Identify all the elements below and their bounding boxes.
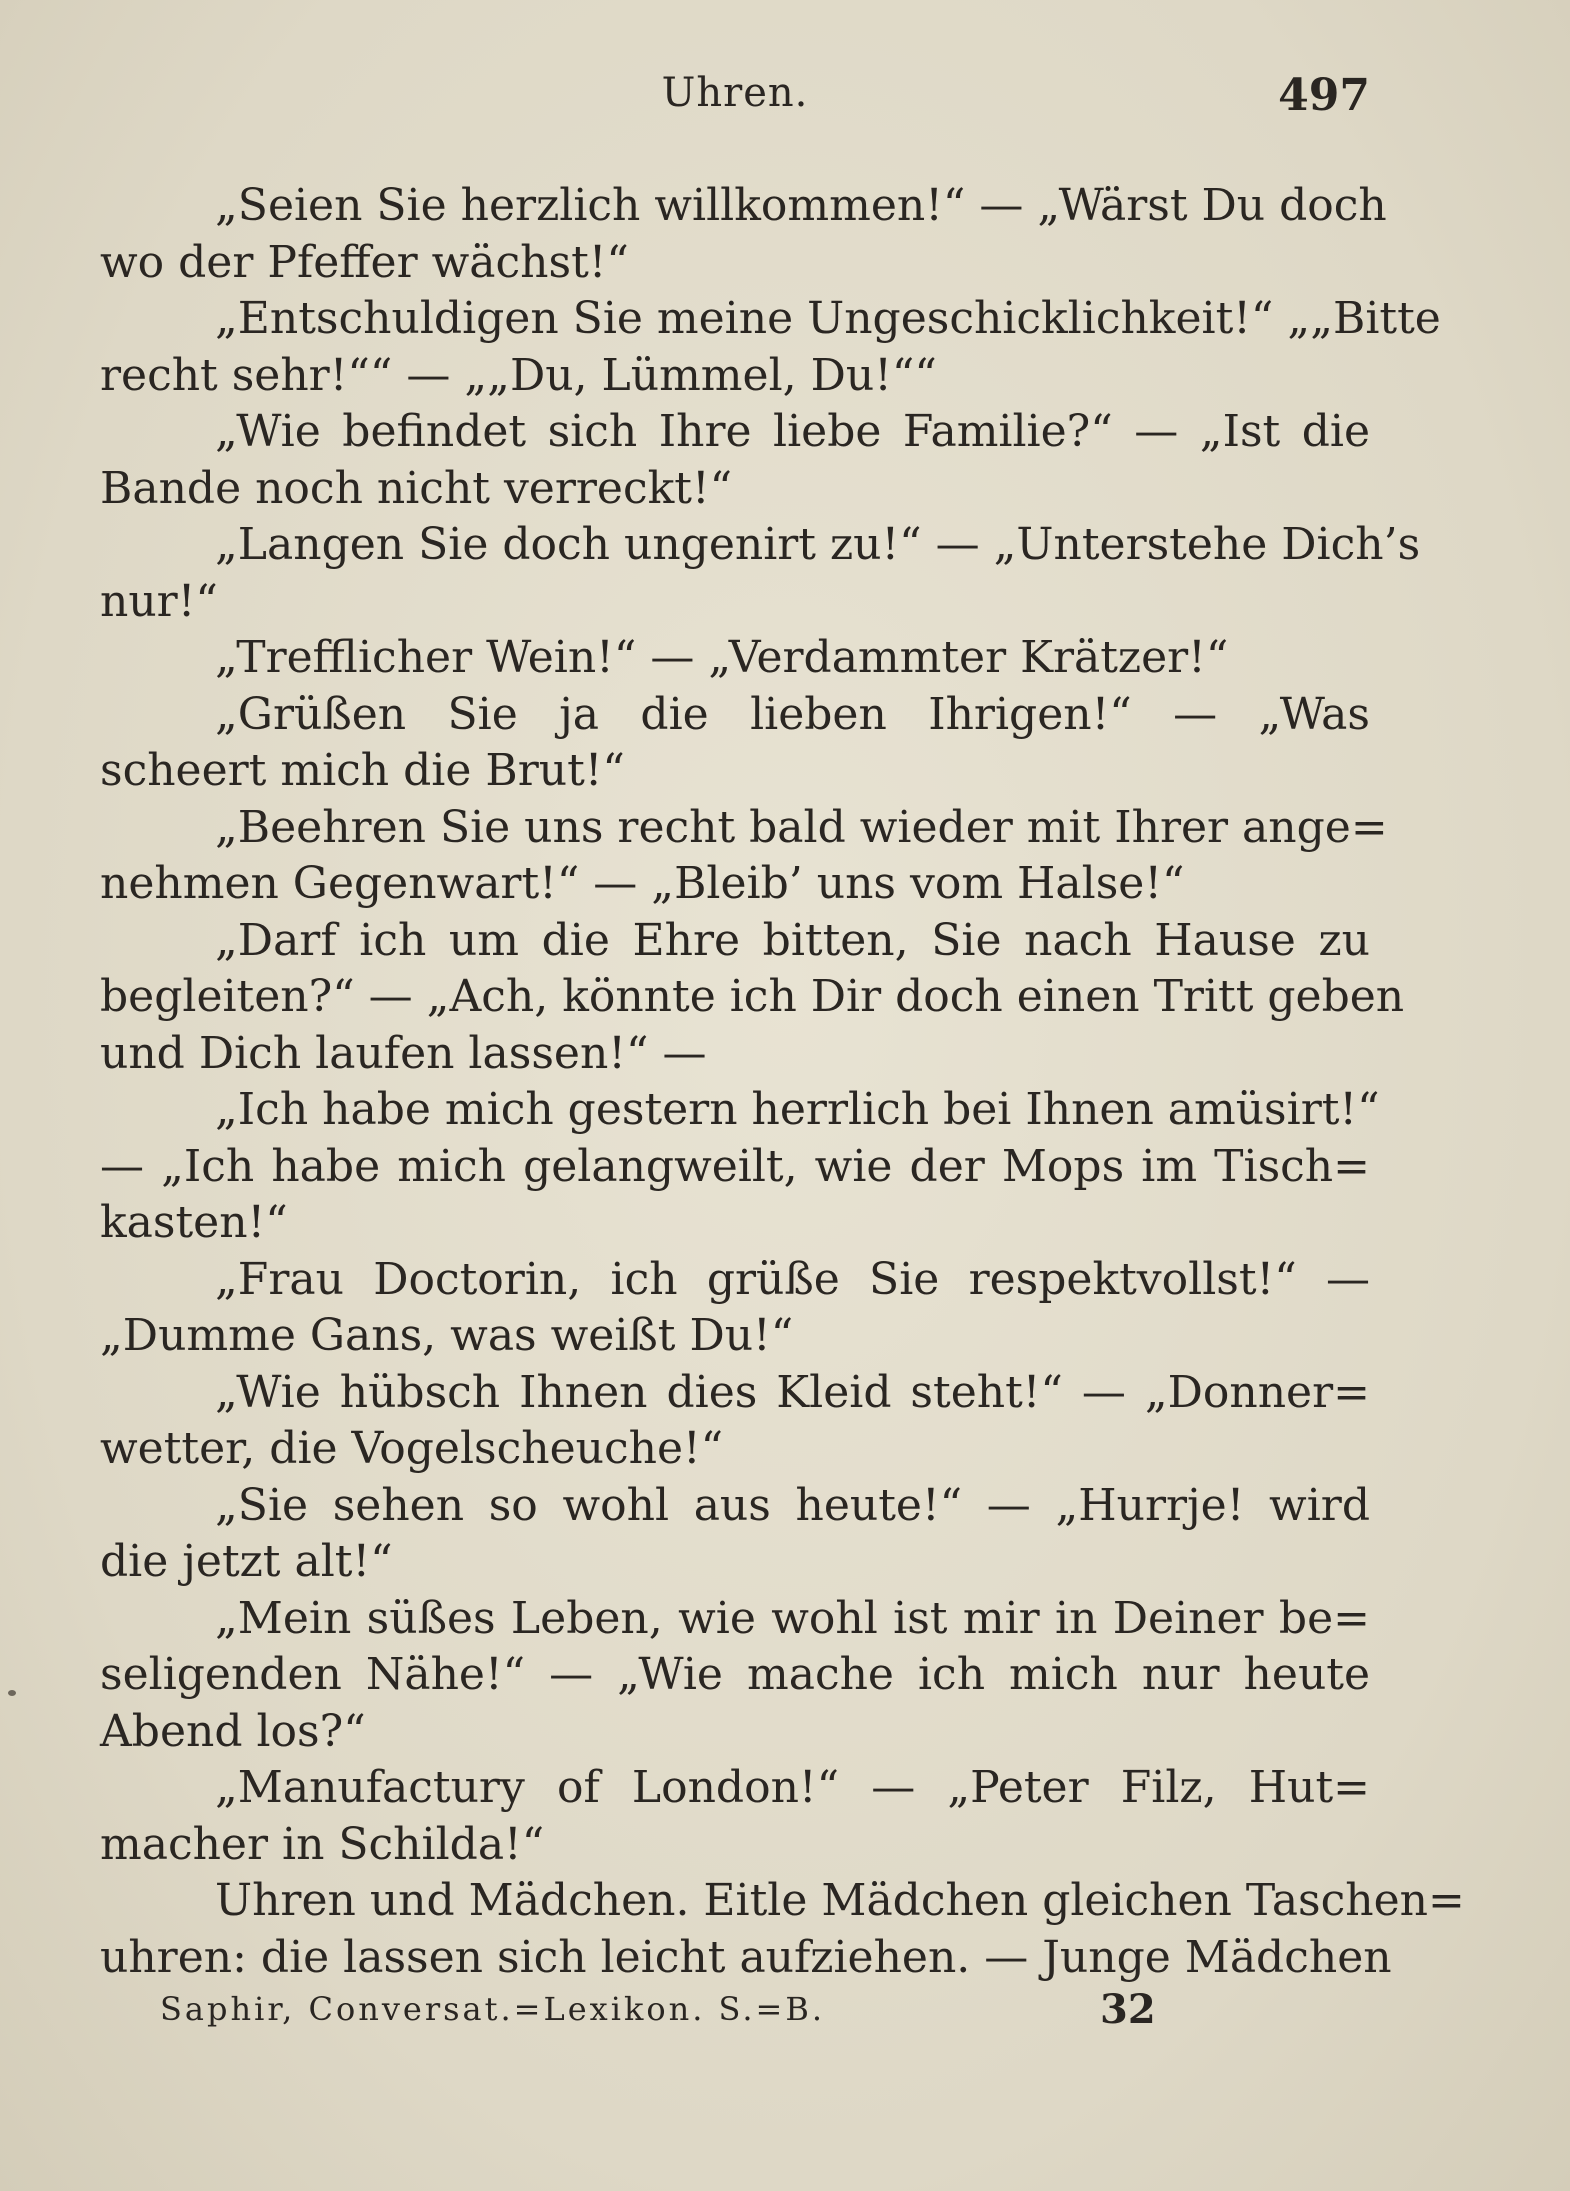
paper-speck xyxy=(8,1690,16,1696)
text-line: Bande noch nicht verreckt!“ xyxy=(100,462,733,514)
text-line: „Grüßen Sie ja die lieben Ihrigen!“ — „Was xyxy=(215,688,1370,740)
text-line: macher in Schilda!“ xyxy=(100,1818,545,1870)
sheet-number: 32 xyxy=(1100,1986,1156,2033)
text-line: uhren: die lassen sich leicht aufziehen. — Junge Mädchen xyxy=(100,1931,1392,1983)
text-line: scheert mich die Brut!“ xyxy=(100,745,625,796)
text-line: seligenden Nähe!“ — „Wie mache ich mich nur heute xyxy=(100,1649,1370,1700)
page-header xyxy=(100,70,1370,130)
text-line: „Seien Sie herzlich willkommen!“ — „Wärst Du doch xyxy=(215,180,1387,231)
text-line: „Beehren Sie uns recht bald wieder mit Ihrer ange= xyxy=(215,801,1388,853)
text-line: „Wie befindet sich Ihre liebe Familie?“ — „Ist die xyxy=(215,406,1370,457)
page-number: 497 xyxy=(1278,70,1370,121)
text-line: Uhren und Mädchen. Eitle Mädchen gleichen Taschen= xyxy=(215,1875,1465,1926)
text-line: nur!“ xyxy=(100,575,218,627)
text-line: die jetzt alt!“ xyxy=(100,1536,393,1587)
text-line: „Darf ich um die Ehre bitten, Sie nach Hause zu xyxy=(215,914,1370,966)
text-line: — „Ich habe mich gelangweilt, wie der Mops im Tisch= xyxy=(100,1140,1370,1192)
text-line: „Trefflicher Wein!“ — „Verdammter Krätzer!“ xyxy=(215,632,1229,683)
page-footer xyxy=(160,1986,1260,2050)
text-line: wo der Pfeffer wächst!“ xyxy=(100,236,629,288)
text-line: „Ich habe mich gestern herrlich bei Ihnen amüsirt!“ xyxy=(215,1084,1380,1135)
body-text xyxy=(100,178,1465,1986)
text-line: „Mein süßes Leben, wie wohl ist mir in Deiner be= xyxy=(215,1592,1370,1644)
text-line: nehmen Gegenwart!“ — „Bleib’ uns vom Halse!“ xyxy=(100,858,1185,909)
text-line: kasten!“ xyxy=(100,1197,288,1248)
text-line: und Dich laufen lassen!“ — xyxy=(100,1027,707,1079)
text-line: recht sehr!““ — „„Du, Lümmel, Du!““ xyxy=(100,349,937,401)
text-line: „Dumme Gans, was weißt Du!“ xyxy=(100,1310,794,1361)
printer-signature: Saphir, Conversat.=Lexikon. S.=B. xyxy=(160,1990,825,2028)
running-title: Uhren. xyxy=(661,70,809,116)
text-line: „Entschuldigen Sie meine Ungeschicklichkeit!“ „„Bitte xyxy=(215,293,1441,344)
text-line: „Sie sehen so wohl aus heute!“ — „Hurrje! wird xyxy=(215,1479,1370,1531)
text-line: „Manufactury of London!“ — „Peter Filz, Hut= xyxy=(215,1762,1370,1813)
text-line: „Langen Sie doch ungenirt zu!“ — „Unterstehe Dich’s xyxy=(215,519,1421,570)
text-line: wetter, die Vogelscheuche!“ xyxy=(100,1423,724,1474)
text-line: „Wie hübsch Ihnen dies Kleid steht!“ — „Donner= xyxy=(215,1366,1370,1418)
text-line: Abend los?“ xyxy=(100,1705,366,1757)
text-line: „Frau Doctorin, ich grüße Sie respektvollst!“ — xyxy=(215,1253,1370,1305)
text-line: begleiten?“ — „Ach, könnte ich Dir doch einen Tritt geben xyxy=(100,971,1405,1022)
